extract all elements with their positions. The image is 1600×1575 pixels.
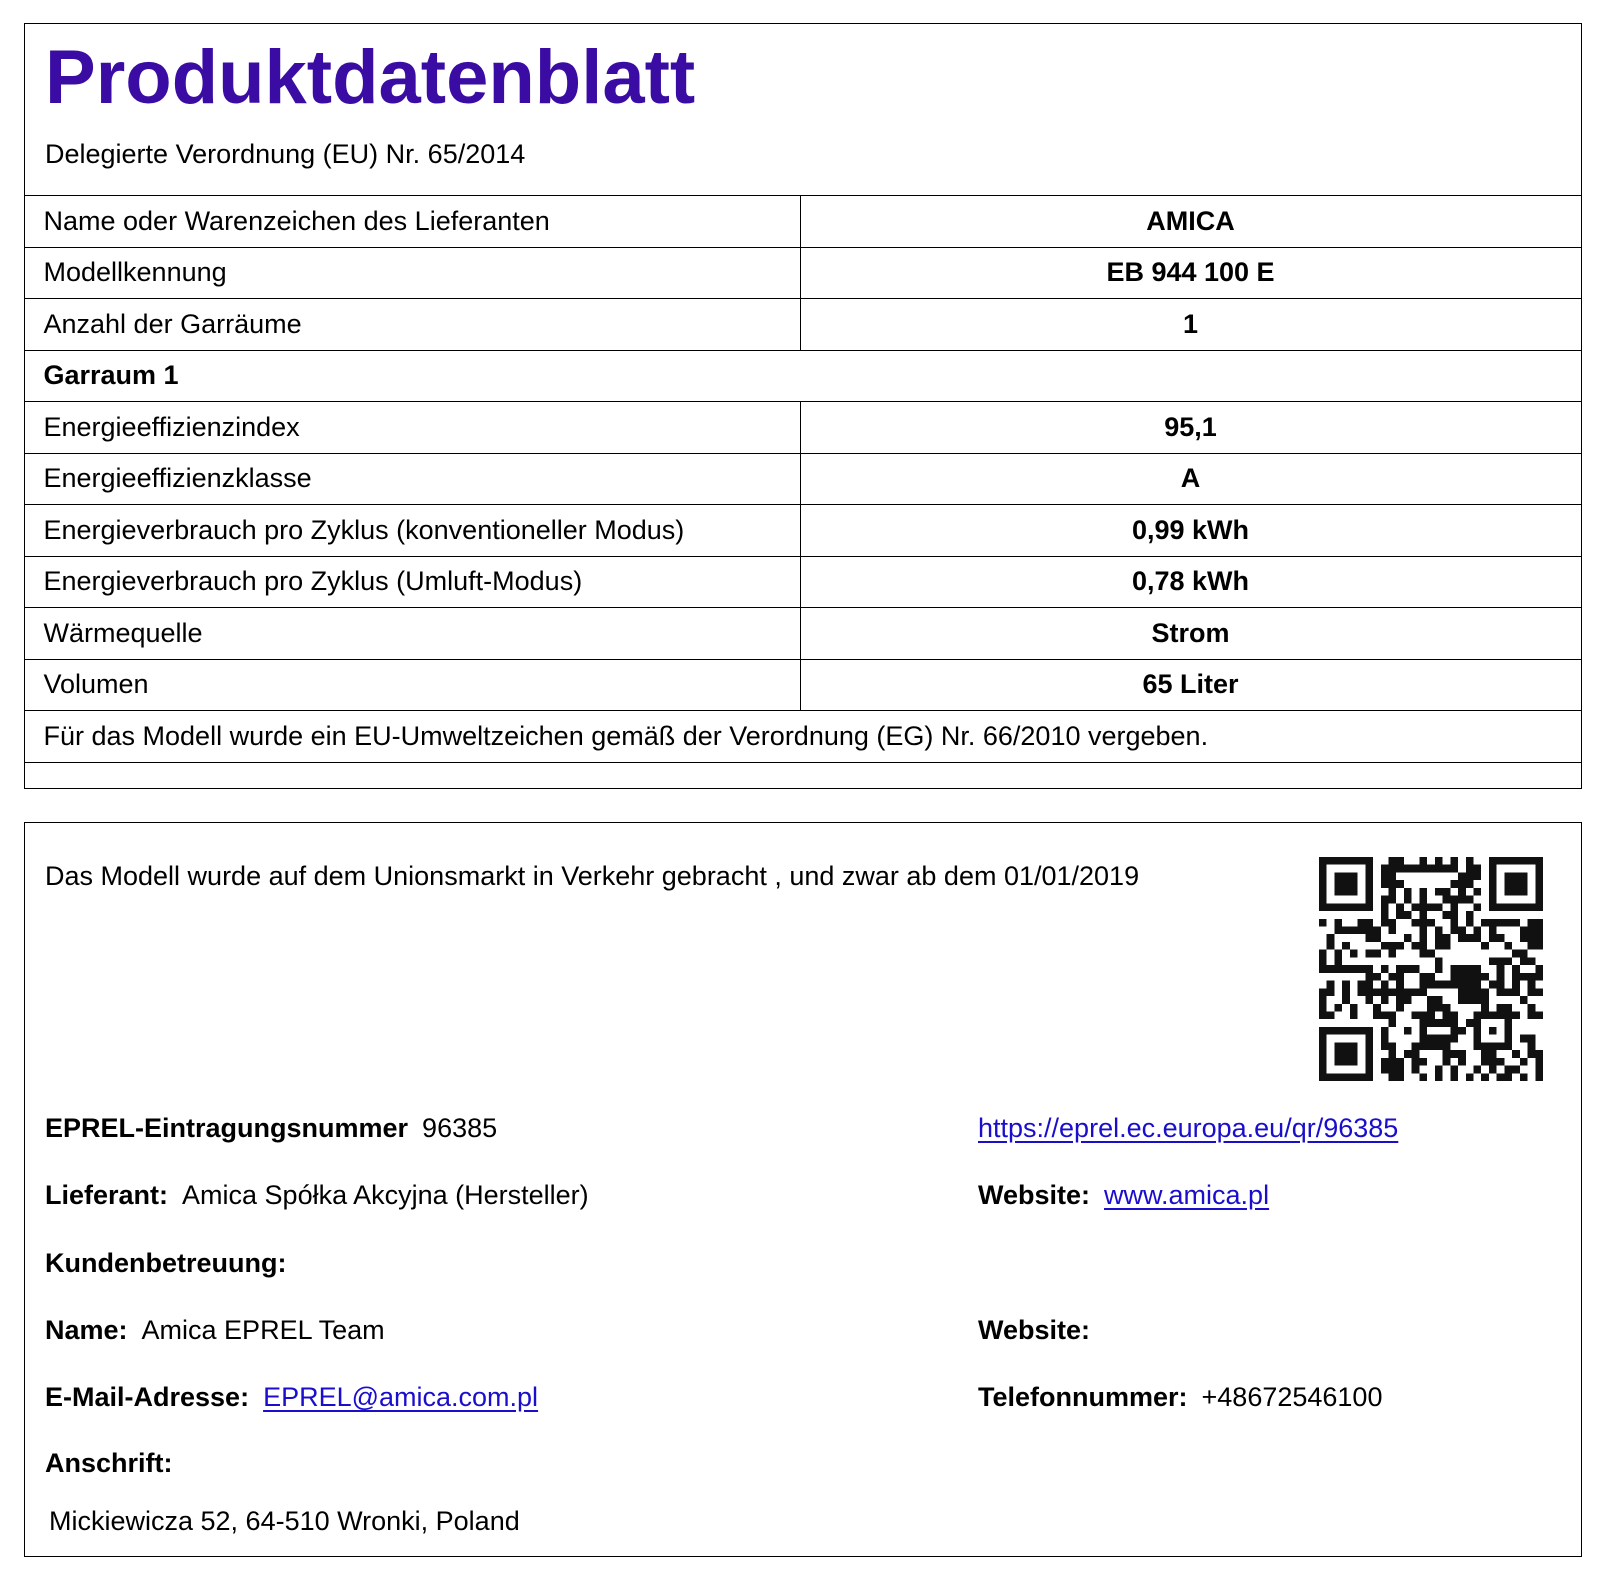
table-row <box>24 608 1581 660</box>
spec-value: 65 Liter <box>800 659 1581 711</box>
customer-service-label: Kundenbetreuung: <box>45 1248 287 1278</box>
page-title: Produktdatenblatt <box>45 35 696 120</box>
phone-label: Telefonnummer: <box>978 1382 1188 1412</box>
spec-label: Modellkennung <box>24 247 800 299</box>
spec-label: Energieverbrauch pro Zyklus (konventioneller Modus) <box>24 505 800 557</box>
spec-value: A <box>800 453 1581 505</box>
spec-value: AMICA <box>800 196 1581 248</box>
table-row <box>24 711 1581 763</box>
table-row <box>24 196 1581 248</box>
regulation-subtitle: Delegierte Verordnung (EU) Nr. 65/2014 <box>45 139 526 169</box>
address-text: Mickiewicza 52, 64-510 Wronki, Poland <box>49 1506 520 1536</box>
spec-table <box>24 195 1582 763</box>
spec-label: Wärmequelle <box>24 608 800 660</box>
spec-value: 95,1 <box>800 402 1581 454</box>
table-row <box>24 402 1581 454</box>
contact-name-row <box>45 1315 385 1346</box>
phone-number: +48672546100 <box>1201 1382 1383 1412</box>
spec-value: 0,78 kWh <box>800 556 1581 608</box>
spec-label: Anzahl der Garräume <box>24 299 800 351</box>
supplier-info-panel <box>24 822 1582 1557</box>
service-website-label: Website: <box>978 1315 1091 1345</box>
table-row <box>24 453 1581 505</box>
website-link[interactable]: www.amica.pl <box>1104 1180 1270 1210</box>
spec-label: Volumen <box>24 659 800 711</box>
table-row <box>24 556 1581 608</box>
table-row <box>24 299 1581 351</box>
contact-name-label: Name: <box>45 1315 128 1345</box>
email-link[interactable]: EPREL@amica.com.pl <box>263 1382 539 1412</box>
eprel-number: 96385 <box>422 1113 498 1143</box>
spec-value: 0,99 kWh <box>800 505 1581 557</box>
supplier-row <box>45 1180 589 1211</box>
email-label: E-Mail-Adresse: <box>45 1382 250 1412</box>
eprel-link[interactable]: https://eprel.ec.europa.eu/qr/96385 <box>978 1113 1399 1143</box>
email-row <box>45 1382 538 1413</box>
spec-label: Energieverbrauch pro Zyklus (Umluft-Modus) <box>24 556 800 608</box>
spec-value: Strom <box>800 608 1581 660</box>
spec-label: Energieeffizienzindex <box>24 402 800 454</box>
contact-name: Amica EPREL Team <box>141 1315 385 1345</box>
product-data-sheet <box>24 23 1582 789</box>
phone-row <box>978 1382 1382 1413</box>
eprel-link-row <box>978 1113 1398 1144</box>
spec-value: EB 944 100 E <box>800 247 1581 299</box>
spec-value: 1 <box>800 299 1581 351</box>
website-label: Website: <box>978 1180 1091 1210</box>
spec-label: Energieeffizienzklasse <box>24 453 800 505</box>
eprel-label: EPREL-Eintragungsnummer <box>45 1113 409 1143</box>
qr-code-icon[interactable] <box>1319 857 1543 1081</box>
eprel-row <box>45 1113 497 1144</box>
ecolabel-note: Für das Modell wurde ein EU-Umweltzeichen gemäß der Verordnung (EG) Nr. 66/2010 vergeben. <box>24 711 1581 763</box>
table-row <box>24 350 1581 402</box>
website-row <box>978 1180 1269 1211</box>
table-row <box>24 505 1581 557</box>
supplier-label: Lieferant: <box>45 1180 169 1210</box>
table-row <box>24 659 1581 711</box>
customer-service-heading <box>45 1248 286 1279</box>
address-label: Anschrift: <box>45 1448 173 1478</box>
supplier-name: Amica Spółka Akcyjna (Hersteller) <box>182 1180 589 1210</box>
market-date-text: Das Modell wurde auf dem Unionsmarkt in Verkehr gebracht , und zwar ab dem 01/01/2019 <box>45 861 1140 891</box>
spec-label: Name oder Warenzeichen des Lieferanten <box>24 196 800 248</box>
table-row <box>24 247 1581 299</box>
service-website-row <box>978 1315 1090 1346</box>
address-heading <box>45 1448 173 1479</box>
section-heading: Garraum 1 <box>24 350 1581 402</box>
